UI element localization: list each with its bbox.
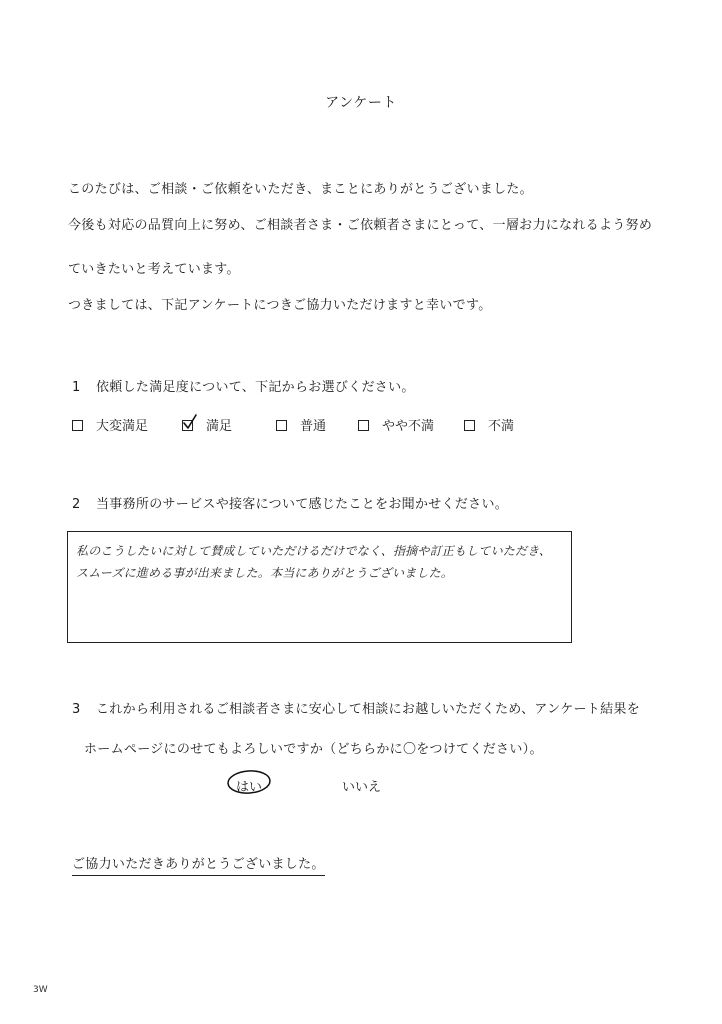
option-neutral[interactable] — [276, 415, 326, 434]
answer-line-1: 私のこうしたいに対して賛成していただけるだけでなく、指摘や訂正もしていただき、 — [76, 544, 552, 558]
intro-line-4: つきましては、下記アンケートにつきご協力いただけますと幸いです。 — [68, 298, 492, 313]
free-answer-box[interactable] — [67, 531, 572, 643]
question-1-text: 依頼した満足度について、下記からお選びください。 — [96, 380, 415, 395]
option-very-satisfied[interactable] — [72, 415, 148, 434]
choice-yes[interactable]: はい — [236, 780, 263, 795]
option-somewhat-dissatisfied[interactable] — [358, 415, 434, 434]
intro-line-3: ていきたいと考えています。 — [68, 262, 240, 277]
question-1 — [72, 376, 415, 395]
page-title: アンケート — [325, 95, 397, 111]
corner-mark: 3W — [33, 985, 48, 995]
question-2-text: 当事務所のサービスや接客について感じたことをお聞かせください。 — [96, 497, 509, 512]
question-3-number: 3 — [72, 702, 81, 717]
option-satisfied-label: 満足 — [206, 419, 233, 434]
question-3 — [72, 698, 640, 717]
checkbox-somewhat-dissatisfied[interactable] — [358, 420, 369, 431]
choice-no[interactable]: いいえ — [342, 780, 382, 795]
question-3-text-line-2: ホームページにのせてもよろしいですか（どちらかに〇をつけてください）。 — [84, 742, 543, 757]
question-1-number: 1 — [72, 380, 81, 395]
question-3-text-line-1: これから利用されるご相談者さまに安心して相談にお越しいただくため、アンケート結果を — [96, 702, 641, 717]
option-satisfied[interactable] — [182, 415, 232, 434]
question-2 — [72, 493, 508, 512]
closing-message: ご協力いただきありがとうございました。 — [72, 853, 325, 876]
option-dissatisfied[interactable] — [464, 415, 514, 434]
checkbox-neutral[interactable] — [276, 420, 287, 431]
option-neutral-label: 普通 — [300, 419, 327, 434]
check-mark-icon — [182, 415, 198, 431]
option-somewhat-dissatisfied-label: やや不満 — [382, 419, 435, 434]
intro-line-1: このたびは、ご相談・ご依頼をいただき、まことにありがとうございました。 — [68, 182, 533, 197]
checkbox-satisfied[interactable] — [182, 420, 193, 431]
option-very-satisfied-label: 大変満足 — [96, 419, 149, 434]
intro-line-2: 今後も対応の品質向上に努め、ご相談者さま・ご依頼者さまにとって、一層お力になれるよう努め — [68, 218, 653, 233]
question-2-number: 2 — [72, 497, 81, 512]
checkbox-dissatisfied[interactable] — [464, 420, 475, 431]
answer-line-2: スムーズに進める事が出来ました。本当にありがとうございました。 — [76, 566, 454, 580]
option-dissatisfied-label: 不満 — [488, 419, 515, 434]
checkbox-very-satisfied[interactable] — [72, 420, 83, 431]
